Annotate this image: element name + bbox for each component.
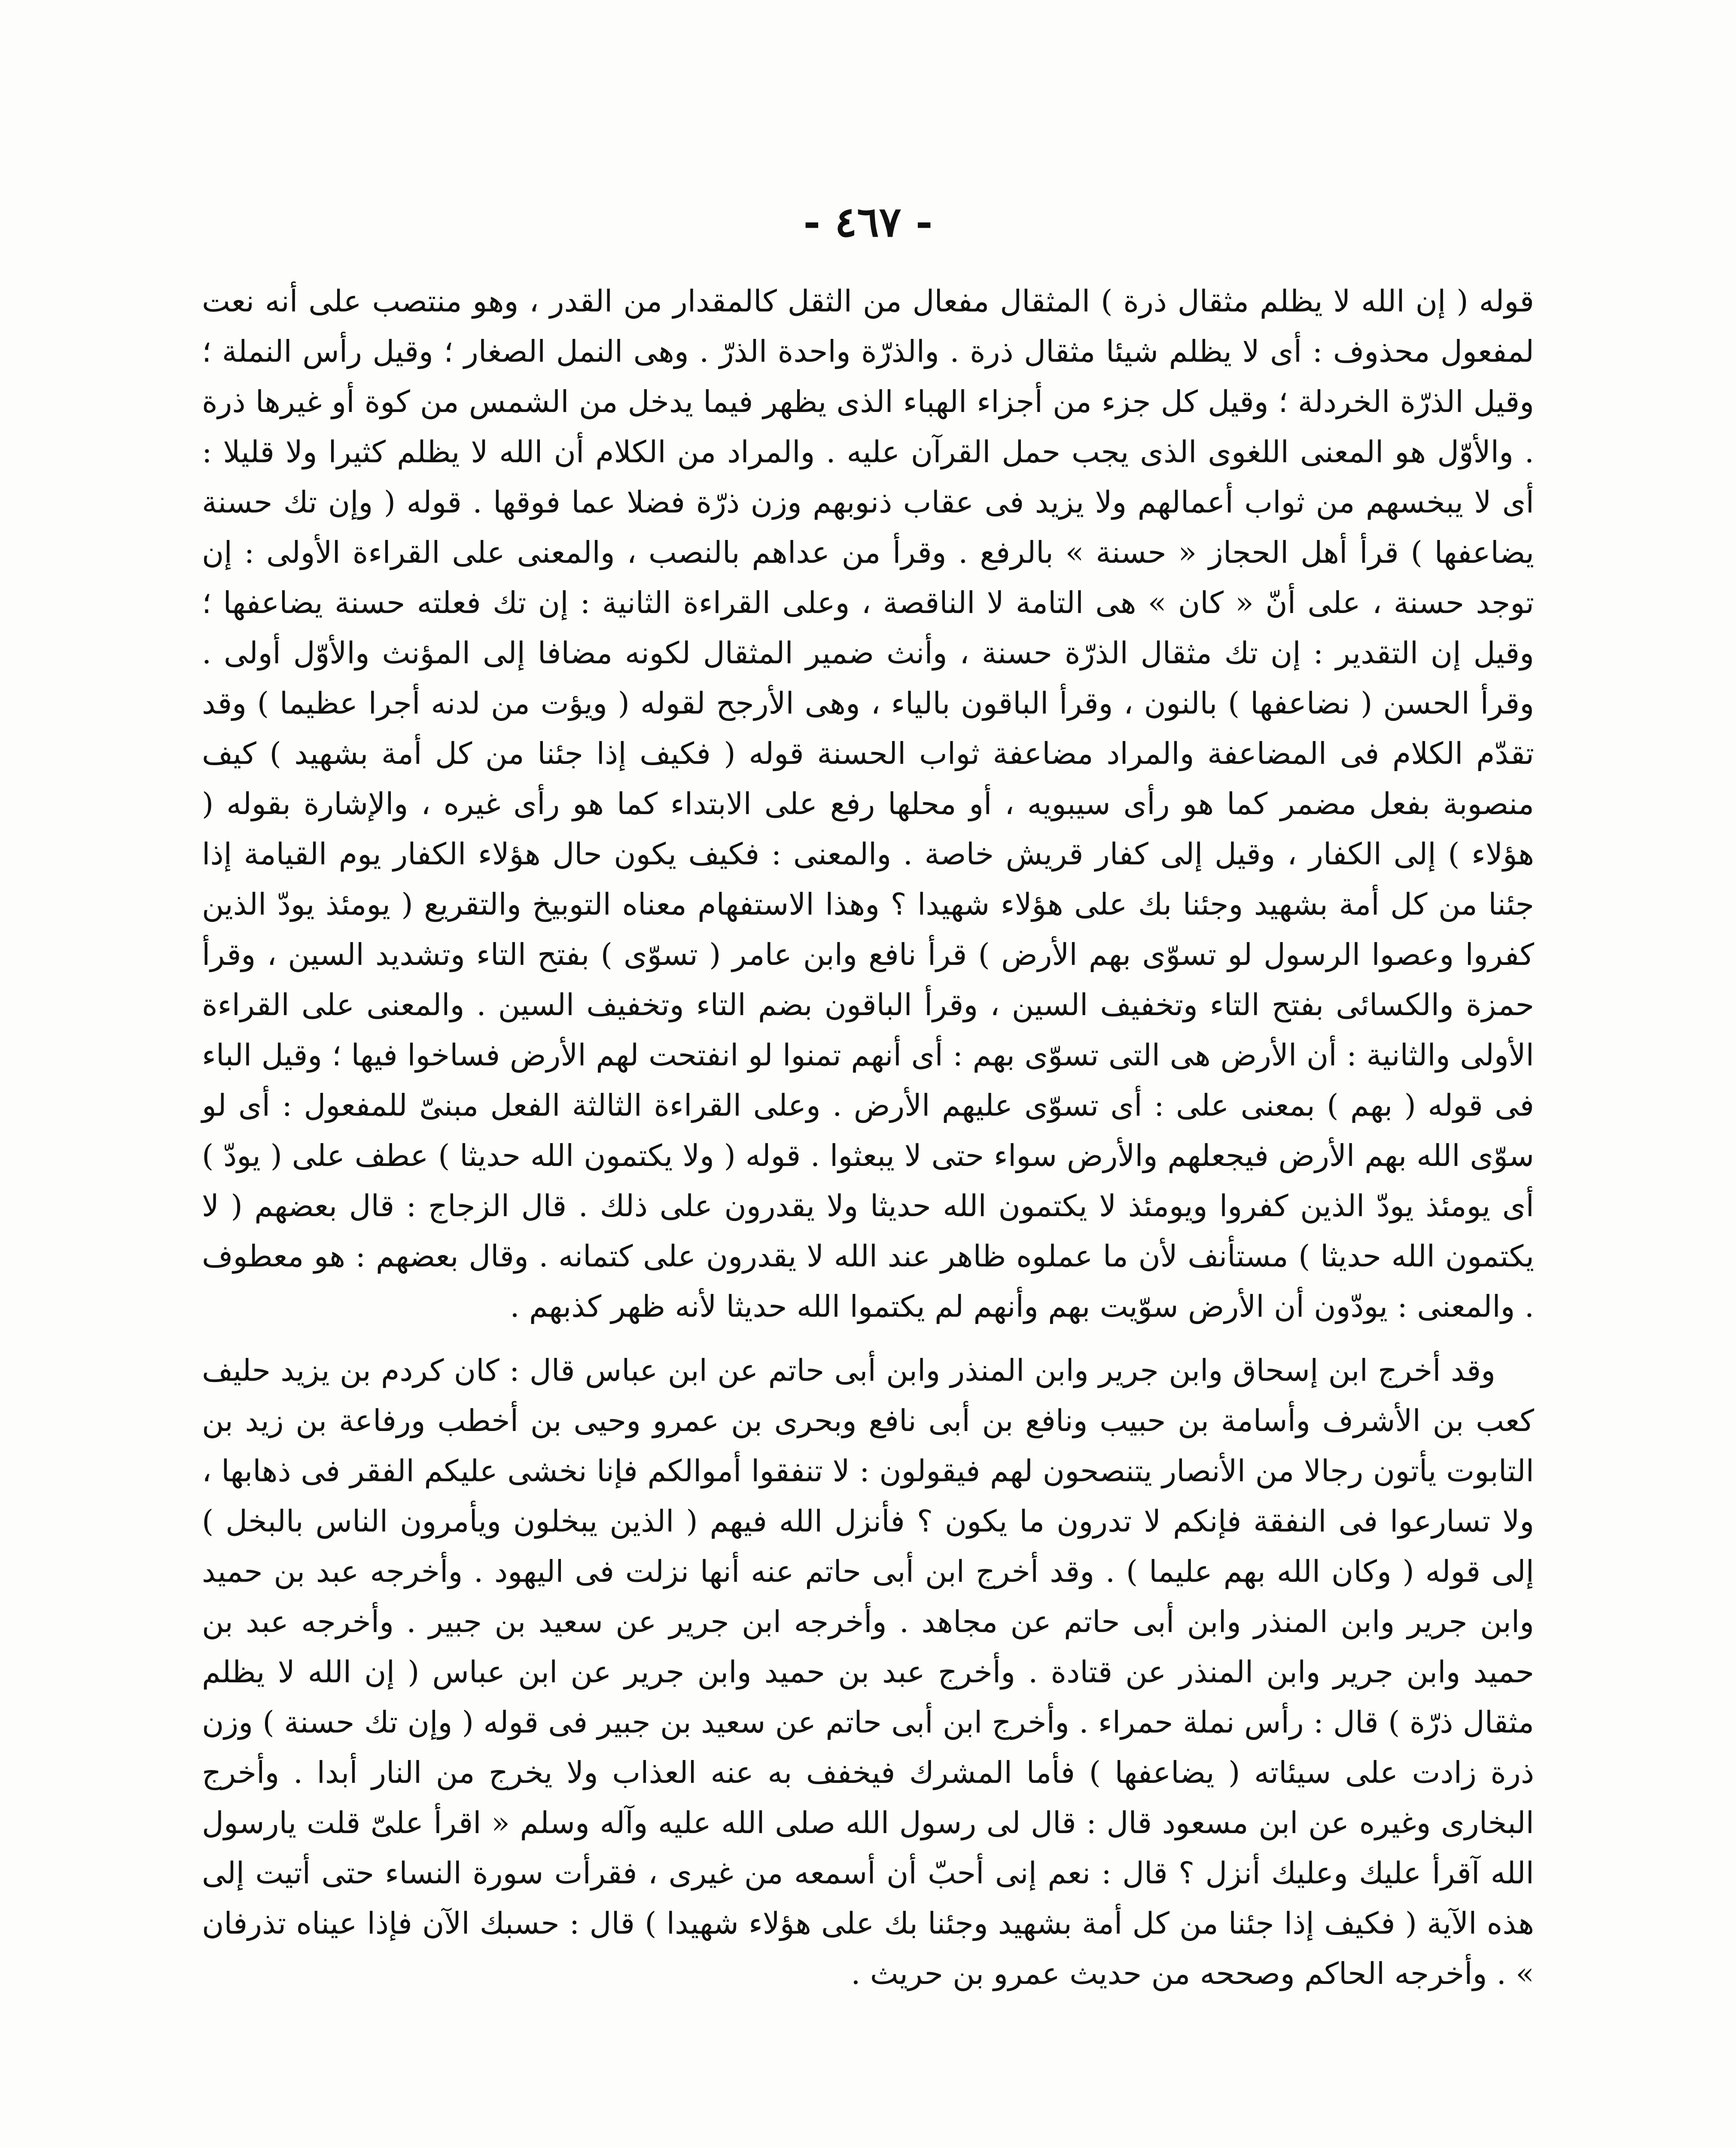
commentary-paragraph: قوله ( إن الله لا يظلم مثقال ذرة ) المثقال مفعال من الثقل كالمقدار من القدر ، وهو منتصب على أنه نعت لمفعول محذوف : أى لا يظلم شيئا مثقال ذرة . والذرّة واحدة الذرّ . وهى النمل الصغار ؛ وقيل رأس النملة ؛ وقيل الذرّة الخردلة ؛ وقيل كل جزء من أجزاء الهباء الذى يظهر فيما يدخل من الشمس من كوة أو غيرها ذرة . والأوّل هو المعنى اللغوى الذى يجب حمل القرآن عليه . والمراد من الكلام أن الله لا يظلم كثيرا ولا قليلا : أى لا يبخسهم من ثواب أعمالهم ولا يزيد فى عقاب ذنوبهم وزن ذرّة فضلا عما فوقها . قوله ( وإن تك حسنة يضاعفها ) قرأ أهل الحجاز « حسنة » بالرفع . وقرأ من عداهم بالنصب ، والمعنى على القراءة الأولى : إن توجد حسنة ، على أنّ « كان » هى التامة لا الناقصة ، وعلى القراءة الثانية : إن تك فعلته حسنة يضاعفها ؛ وقيل إن التقدير : إن تك مثقال الذرّة حسنة ، وأنث ضمير المثقال لكونه مضافا إلى المؤنث والأوّل أولى . وقرأ الحسن ( نضاعفها ) بالنون ، وقرأ الباقون بالياء ، وهى الأرجح لقوله ( ويؤت من لدنه أجرا عظيما ) وقد تقدّم الكلام فى المضاعفة والمراد مضاعفة ثواب الحسنة قوله ( فكيف إذا جئنا من كل أمة بشهيد ) كيف منصوبة بفعل مضمر كما هو رأى سيبويه ، أو محلها رفع على الابتداء كما هو رأى غيره ، والإشارة بقوله ( هؤلاء ) إلى الكفار ، وقيل إلى كفار قريش خاصة . والمعنى : فكيف يكون حال هؤلاء الكفار يوم القيامة إذا جئنا من كل أمة بشهيد وجئنا بك على هؤلاء شهيدا ؟ وهذا الاستفهام معناه التوبيخ والتقريع ( يومئذ يودّ الذين كفروا وعصوا الرسول لو تسوّى بهم الأرض ) قرأ نافع وابن عامر ( تسوّى ) بفتح التاء وتشديد السين ، وقرأ حمزة والكسائى بفتح التاء وتخفيف السين ، وقرأ الباقون بضم التاء وتخفيف السين . والمعنى على القراءة الأولى والثانية : أن الأرض هى التى تسوّى بهم : أى أنهم تمنوا لو انفتحت لهم الأرض فساخوا فيها ؛ وقيل الباء فى قوله ( بهم ) بمعنى على : أى تسوّى عليهم الأرض . وعلى القراءة الثالثة الفعل مبنىّ للمفعول : أى لو سوّى الله بهم الأرض فيجعلهم والأرض سواء حتى لا يبعثوا . قوله ( ولا يكتمون الله حديثا ) عطف على ( يودّ ) أى يومئذ يودّ الذين كفروا ويومئذ لا يكتمون الله حديثا ولا يقدرون على ذلك . قال الزجاج : قال بعضهم ( لا يكتمون الله حديثا ) مستأنف لأن ما عملوه ظاهر عند الله لا يقدرون على كتمانه . وقال بعضهم : هو معطوف . والمعنى : يودّون أن الأرض سوّيت بهم وأنهم لم يكتموا الله حديثا لأنه ظهر كذبهم . bbox=[202, 284, 1534, 1324]
narrations-section bbox=[202, 1346, 1534, 1999]
narrations-paragraph: وقد أخرج ابن إسحاق وابن جرير وابن المنذر وابن أبى حاتم عن ابن عباس قال : كان كردم بن يزيد حليف كعب بن الأشرف وأسامة بن حبيب ونافع بن أبى نافع وبحرى بن عمرو وحيى بن أخطب ورفاعة بن زيد بن التابوت يأتون رجالا من الأنصار يتنصحون لهم فيقولون : لا تنفقوا أموالكم فإنا نخشى عليكم الفقر فى ذهابها ، ولا تسارعوا فى النفقة فإنكم لا تدرون ما يكون ؟ فأنزل الله فيهم ( الذين يبخلون ويأمرون الناس بالبخل ) إلى قوله ( وكان الله بهم عليما ) . وقد أخرج ابن أبى حاتم عنه أنها نزلت فى اليهود . وأخرجه عبد بن حميد وابن جرير وابن المنذر وابن أبى حاتم عن مجاهد . وأخرجه ابن جرير عن سعيد بن جبير . وأخرجه عبد بن حميد وابن جرير وابن المنذر عن قتادة . وأخرج عبد بن حميد وابن جرير عن ابن عباس ( إن الله لا يظلم مثقال ذرّة ) قال : رأس نملة حمراء . وأخرج ابن أبى حاتم عن سعيد بن جبير فى قوله ( وإن تك حسنة ) وزن ذرة زادت على سيئاته ( يضاعفها ) فأما المشرك فيخفف به عنه العذاب ولا يخرج من النار أبدا . وأخرج البخارى وغيره عن ابن مسعود قال : قال لى رسول الله صلى الله عليه وآله وسلم « اقرأ علىّ قلت يارسول الله آقرأ عليك وعليك أنزل ؟ قال : نعم إنى أحبّ أن أسمعه من غيرى ، فقرأت سورة النساء حتى أتيت إلى هذه الآية ( فكيف إذا جئنا من كل أمة بشهيد وجئنا بك على هؤلاء شهيدا ) قال : حسبك الآن فإذا عيناه تذرفان » . وأخرجه الحاكم وصححه من حديث عمرو بن حريث . bbox=[202, 1353, 1534, 1991]
page-number: - ٤٦٧ - bbox=[803, 198, 933, 246]
commentary-section bbox=[202, 276, 1534, 1332]
